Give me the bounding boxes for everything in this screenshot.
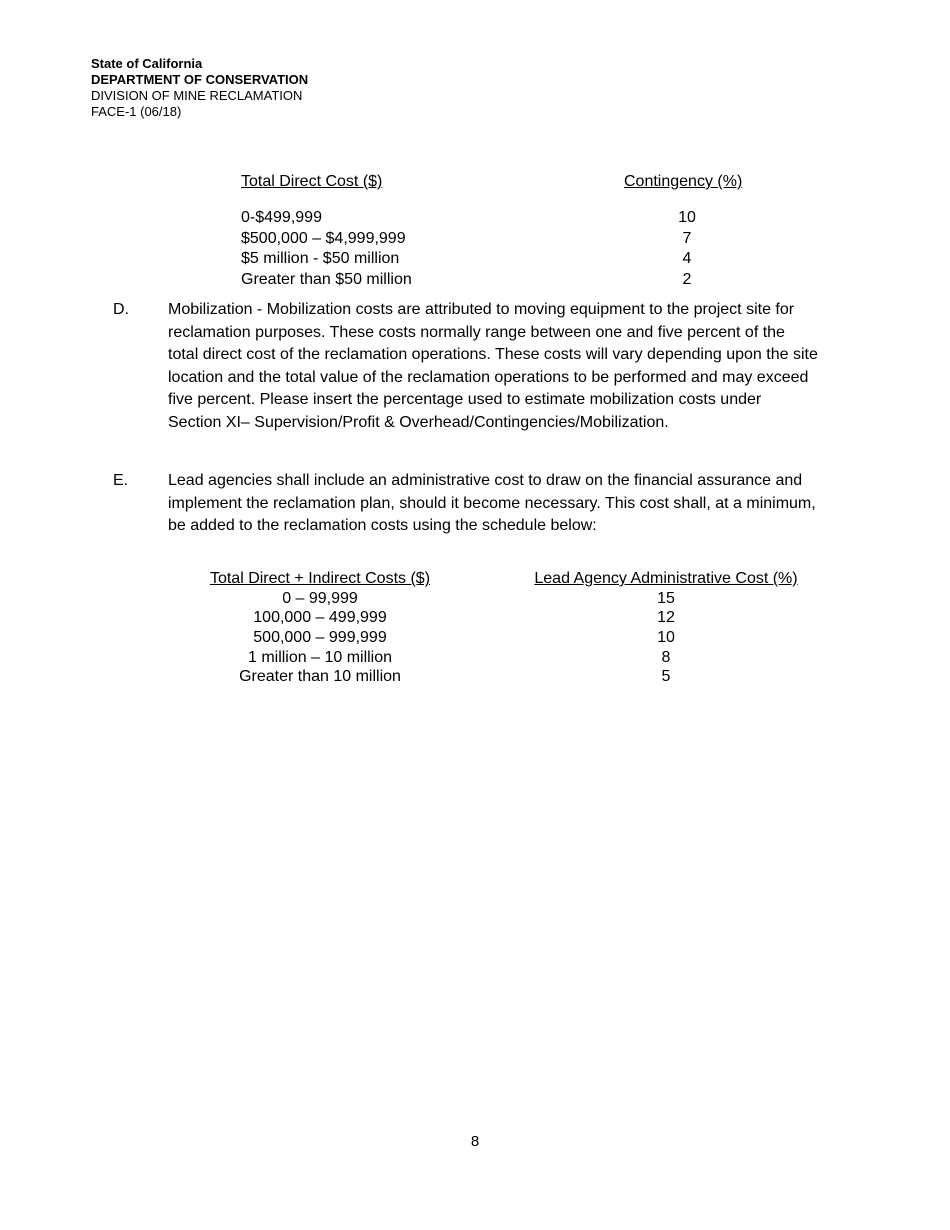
section-label: E. bbox=[113, 472, 129, 489]
form-number: FACE-1 (06/18) bbox=[91, 104, 182, 119]
admin-percent: 15 bbox=[657, 589, 675, 607]
section-text: Lead agencies shall include an administrative cost to draw on the financial assurance and implement the reclamation plan, should it become necessary. This cost shall, at a minimum, be added to the reclamation costs using the schedule below: bbox=[168, 472, 816, 534]
contingency-table-header bbox=[241, 173, 801, 193]
cost-range: $500,000 – $4,999,999 bbox=[241, 229, 406, 247]
contingency-percent: 4 bbox=[682, 250, 692, 267]
contingency-percent: 10 bbox=[678, 209, 696, 226]
department-name: DEPARTMENT OF CONSERVATION bbox=[91, 72, 309, 87]
document-header bbox=[91, 56, 308, 120]
table-row bbox=[241, 249, 801, 270]
table-row bbox=[241, 229, 801, 250]
table-row bbox=[195, 628, 835, 648]
admin-percent: 10 bbox=[657, 629, 675, 647]
table-row bbox=[195, 589, 835, 609]
page-number: 8 bbox=[470, 1133, 480, 1150]
table-row bbox=[241, 208, 801, 229]
cost-range: $5 million - $50 million bbox=[241, 250, 400, 267]
column-header-contingency: Contingency (%) bbox=[624, 173, 743, 190]
column-header-total-costs: Total Direct + Indirect Costs ($) bbox=[209, 570, 431, 587]
table-row bbox=[195, 667, 835, 687]
column-header-admin-cost: Lead Agency Administrative Cost (%) bbox=[534, 570, 798, 587]
section-d-mobilization bbox=[113, 299, 818, 434]
section-label: D. bbox=[113, 301, 129, 318]
section-text: Mobilization - Mobilization costs are attributed to moving equipment to the project site for reclamation purposes. These costs normally range between one and five percent of the total direct cost of the reclamation operations. These costs will vary depending upon the site location and the total value of the reclamation operations to be performed and may exceed five percent. Please insert the percentage used to estimate mobilization costs under Section XI– Supervision/Profit & Overhead/Contingencies/Mobilization. bbox=[168, 301, 818, 431]
section-e-administrative-cost bbox=[113, 470, 818, 538]
admin-percent: 5 bbox=[661, 668, 671, 686]
cost-range: Greater than $50 million bbox=[241, 270, 412, 288]
administrative-cost-table-header bbox=[195, 569, 835, 589]
contingency-percent: 2 bbox=[682, 270, 692, 288]
table-row bbox=[195, 608, 835, 628]
cost-range: 500,000 – 999,999 bbox=[253, 629, 387, 647]
contingency-table bbox=[241, 173, 801, 290]
cost-range: 0 – 99,999 bbox=[282, 589, 358, 607]
column-header-total-direct-cost: Total Direct Cost ($) bbox=[241, 173, 383, 190]
cost-range: 0-$499,999 bbox=[241, 209, 322, 226]
cost-range: 100,000 – 499,999 bbox=[253, 609, 387, 627]
admin-percent: 8 bbox=[661, 648, 671, 666]
admin-percent: 12 bbox=[657, 609, 675, 627]
table-row bbox=[241, 270, 801, 291]
administrative-cost-table bbox=[195, 569, 835, 687]
cost-range: 1 million – 10 million bbox=[247, 648, 393, 666]
contingency-percent: 7 bbox=[682, 229, 692, 247]
cost-range: Greater than 10 million bbox=[239, 668, 401, 686]
state-name: State of California bbox=[91, 56, 203, 71]
division-name: DIVISION OF MINE RECLAMATION bbox=[91, 88, 303, 103]
table-row bbox=[195, 648, 835, 668]
